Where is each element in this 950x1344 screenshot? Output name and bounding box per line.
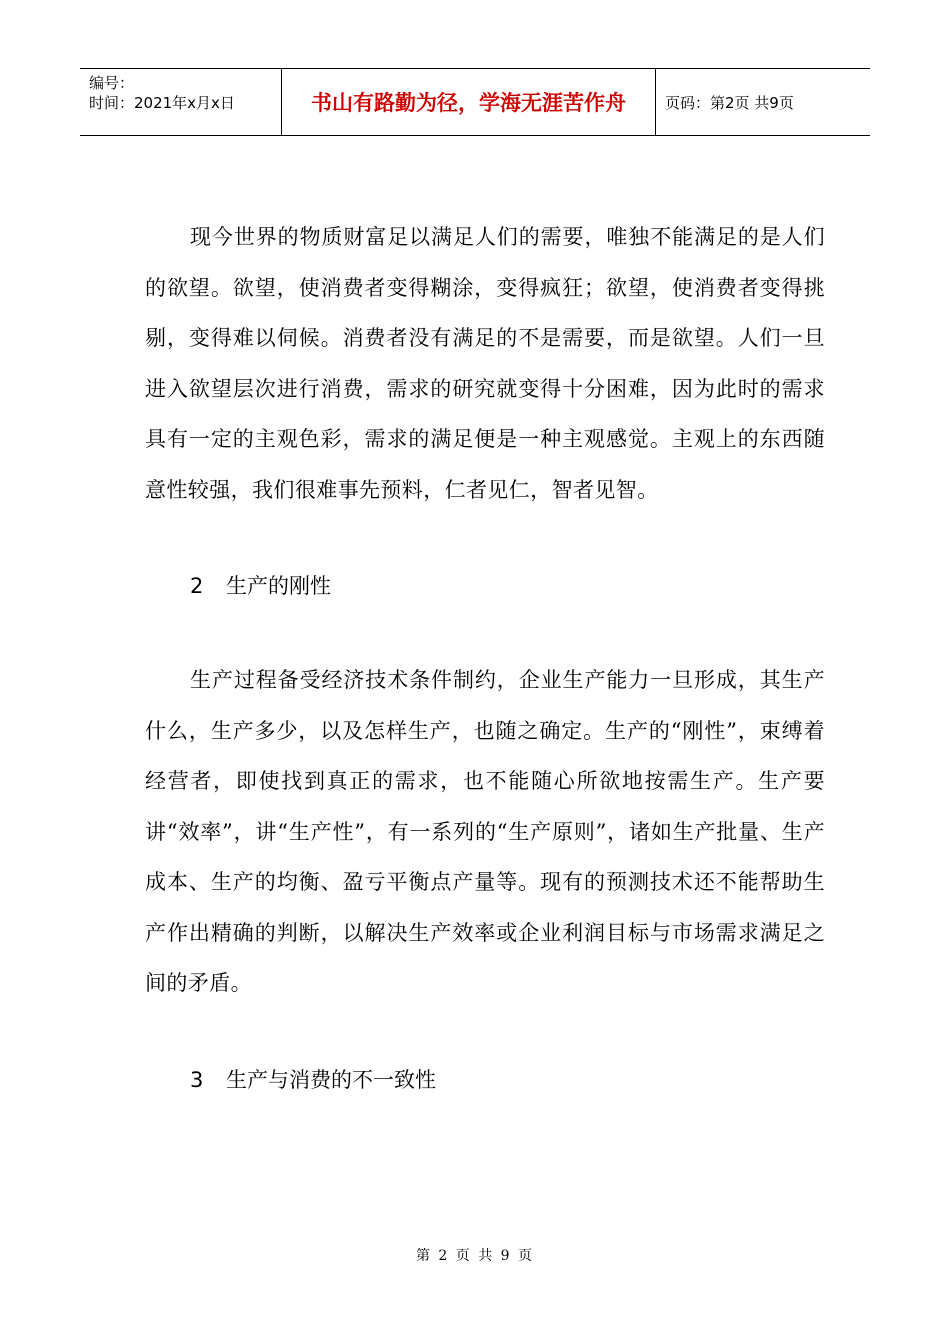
page-footer: 第 2 页 共 9 页 (415, 1248, 535, 1264)
header-page-info: 页码：第2页 共9页 (665, 93, 794, 112)
document-header (80, 68, 870, 136)
section-number: 2 (190, 574, 204, 598)
paragraph-production-rigidity: 生产过程备受经济技术条件制约，企业生产能力一旦形成，其生产什么，生产多少，以及怎样生产，也随之确定。生产的“刚性”，束缚着经营者，即使找到真正的需求，也不能随心所欲地按需生产。生产要讲“效率”，讲“生产性”，有一系列的“生产原则”，诸如生产批量、生产成本、生产的均衡、盈亏平衡点产量等。现有的预测技术还不能帮助生产作出精确的判断，以解决生产效率或企业利润目标与市场需求满足之间的矛盾。 (145, 668, 825, 995)
paragraph-spacer (145, 515, 825, 561)
section-title: 生产与消费的不一致性 (226, 1067, 436, 1092)
section-heading-3 (145, 1055, 825, 1105)
paragraph-spacer (145, 611, 825, 655)
document-body (145, 212, 825, 1105)
section-title: 生产的刚性 (226, 574, 331, 598)
header-motto: 书山有路勤为径，学海无涯苦作舟 (282, 69, 656, 135)
paragraph-spacer (145, 1009, 825, 1055)
header-meta-cell (80, 69, 282, 135)
section-number: 3 (190, 1067, 204, 1092)
paragraph-desire: 现今世界的物质财富足以满足人们的需要，唯独不能满足的是人们的欲望。欲望，使消费者变得糊涂，变得疯狂；欲望，使消费者变得挑剔，变得难以伺候。消费者没有满足的不是需要，而是欲望。人们一旦进入欲望层次进行消费，需求的研究就变得十分困难，因为此时的需求具有一定的主观色彩，需求的满足便是一种主观感觉。主观上的东西随意性较强，我们很难事先预料，仁者见仁，智者见智。 (145, 225, 825, 502)
section-heading-2 (145, 561, 825, 611)
document-number-label: 编号： (89, 74, 135, 92)
document-date-label: 时间：2021年x月x日 (89, 94, 235, 112)
